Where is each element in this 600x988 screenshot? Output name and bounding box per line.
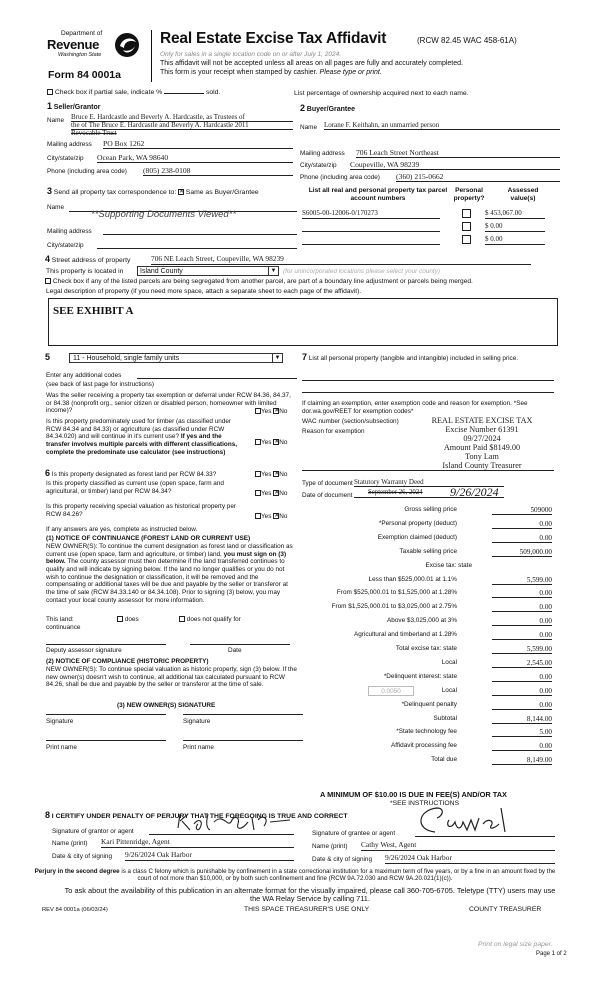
grantor-signature-scribble (170, 808, 300, 836)
calc-label: *Delinquent interest: state (383, 672, 457, 680)
calc-label: Less than $525,000.01 at 1.1% (368, 575, 457, 583)
notice1-text-a: NEW OWNER(S): To continue the current designation as forest land or classification as current use (open space, farm and agriculture, or timber) land, (46, 543, 293, 558)
calc-row (302, 631, 552, 641)
correspondence-number: 3 (47, 186, 53, 196)
no-label: No (279, 439, 288, 446)
buyer-phone-label: Phone (including area code) (300, 174, 380, 181)
exemption-label: If claiming an exemption, enter exemption code and reason for exemption. *See dor.wa.gov/REET for exemption codes* (302, 400, 528, 415)
calc-value[interactable]: 0.00 (492, 603, 552, 612)
no-label: No (279, 513, 288, 520)
calc-value[interactable]: 0.00 (492, 673, 552, 682)
calc-label: Local (441, 658, 457, 666)
exemption-question-text: Was the seller receiving a property tax exemption or deferral under RCW 84.36, 84.37, or 84.38 (nonprofit org., senior citizen or disabled person, homeowner with limited income)? (46, 392, 291, 415)
dor-swirl-icon (112, 30, 142, 60)
new-owner-print-2[interactable] (183, 740, 303, 741)
dor-logo (47, 30, 147, 66)
calc-row (302, 701, 552, 711)
parcel-header-assessed: Assessed value(s) (507, 187, 539, 202)
form-title: Real Estate Excise Tax Affidavit (160, 30, 387, 47)
assessor-date-line[interactable] (190, 644, 290, 645)
seller-number: 1 (47, 101, 53, 111)
current-use-no-checkbox[interactable] (273, 490, 279, 496)
calc-value[interactable]: 0.00 (492, 631, 552, 640)
supporting-docs-stamp: **Supporting Documents Viewed** (91, 209, 237, 220)
assessor-date-label: Date (228, 647, 242, 654)
correspondence-address-label: Mailing address (47, 228, 92, 235)
calc-value[interactable]: 5,599.00 (492, 576, 552, 585)
parcel-table (302, 187, 562, 251)
page-number: Page 1 of 2 (536, 951, 567, 957)
section6 (45, 468, 300, 798)
form-number: Form 84 0001a (48, 69, 121, 81)
header-divider (151, 30, 152, 82)
legal-description-value: SEE EXHIBIT A (53, 305, 134, 317)
notice-2-text: This form is your receipt when stamped by cashier. (160, 69, 318, 76)
calc-label: *Delinquent penalty (401, 700, 457, 708)
calc-row (302, 673, 552, 683)
use-code-select[interactable] (69, 353, 283, 363)
correspondence-address[interactable] (103, 234, 297, 235)
grantee-sig-label: Signature of grantee or agent (312, 830, 396, 837)
new-owner-signature-1[interactable] (46, 714, 166, 715)
calc-row (302, 659, 552, 669)
historic-no-checkbox[interactable] (273, 513, 279, 519)
partial-sale-checkbox[interactable] (47, 89, 53, 95)
section5 (45, 352, 300, 456)
personal-property-line[interactable] (302, 380, 554, 381)
additional-codes-label: Enter any additional codes (46, 372, 122, 379)
perjury-text: is a class C felony which is punishable by confinement in a state correctional institution for a maximum term of five years, or by a fine in an amount fixed by the court of not more than $10,000, or by both such confinement and fine (RCW 9A.72.030 and RCW 9A.20.021(1)(c)). (119, 868, 556, 882)
calc-value[interactable]: 5.00 (492, 728, 552, 737)
seller-name-label: Name (47, 117, 65, 124)
grantor-name[interactable]: Kari Pittenridge, Agent (101, 838, 294, 848)
parcel-row (302, 209, 562, 220)
calc-row (302, 645, 552, 655)
partial-sale-label: Check box if partial sale, indicate % (54, 89, 163, 96)
dept-line2: Revenue (47, 37, 100, 52)
section8-number: 8 (45, 810, 51, 820)
doc-date-value: 9/26/2024 (450, 485, 499, 499)
if-yes-note: If any answers are yes, complete as instructed below. (46, 526, 198, 533)
calc-value[interactable]: 8,144.00 (492, 715, 552, 724)
doc-date-label: Date of document (302, 492, 353, 499)
rev-number: REV 84 0001a (06/03/24) (42, 907, 108, 913)
assessor-signature-label: Deputy assessor signature (46, 647, 122, 654)
land-does-not-checkbox[interactable] (179, 616, 185, 622)
notice1-bold: you must sign on (3) below. (46, 550, 287, 566)
forest-answer (255, 471, 287, 479)
new-owner-signature-2[interactable] (183, 714, 303, 715)
county-select[interactable] (137, 266, 279, 276)
calc-value[interactable]: 0.00 (492, 617, 552, 626)
seller-heading: Seller/Grantor (53, 104, 101, 111)
calc-row (302, 576, 552, 586)
use-code-value: 11 - Household, single family units (73, 355, 180, 362)
yes-label: Yes (261, 471, 272, 478)
new-owner-signature-label: Signature (46, 718, 74, 725)
stamp-line5: Tony Lam (465, 452, 499, 461)
calc-label: Exemption claimed (deduct) (377, 533, 457, 541)
assessor-signature-line[interactable] (46, 644, 166, 645)
parcel-personal-checkbox[interactable] (462, 235, 471, 244)
exemption-answer (255, 408, 287, 416)
calc-label: Subtotal (433, 714, 457, 722)
calc-row (302, 562, 552, 572)
seller-name-line3[interactable]: Revocable Trust (71, 129, 117, 137)
doc-type-label: Type of document (302, 480, 353, 487)
parcel-row (302, 222, 562, 233)
stamp-line6: Island County Treasurer (442, 461, 522, 470)
timber-question-bold: If yes and the transfer involves multiple parcels with different classifications, complete the predominate use calculator (see instructions) (46, 433, 238, 456)
wac-label: WAC number (section/subsection) (302, 418, 399, 425)
minimum-due-note: A MINIMUM OF $10.00 IS DUE IN FEE(S) AND/OR TAX (320, 790, 507, 799)
timber-question (46, 418, 246, 456)
section7 (302, 352, 560, 502)
no-label: No (279, 471, 288, 478)
calc-label: Agricultural and timberland at 1.28% (353, 631, 457, 639)
timber-question-text: Is this property predominately used for timber (as classified under RCW 84.34 and 84.33) or agriculture (as classified under RCW 84.34.020) and will continue in it's current use? (46, 418, 232, 441)
calc-label: *Personal property (deduct) (378, 519, 457, 527)
notice-2 (160, 69, 382, 77)
section5-number: 5 (45, 352, 51, 362)
buyer-city[interactable]: Coupeville, WA 98239 (350, 160, 560, 170)
yes-label: Yes (261, 408, 272, 415)
treasurer-space: THIS SPACE TREASURER'S USE ONLY (244, 906, 370, 913)
yes-label: Yes (261, 513, 272, 520)
calc-row (302, 742, 552, 752)
correspondence-name-label: Name (47, 204, 65, 211)
calc-row (302, 617, 552, 627)
seller-name-line1[interactable]: Bruce E. Hardcastle and Beverly A. Hardcastle, as Trustees of (71, 113, 293, 122)
parcel-row (302, 235, 562, 246)
grantor-name-label: Name (print) (52, 840, 88, 847)
parcel-personal-checkbox[interactable] (462, 209, 471, 218)
print-legal-note: Print on legal size paper. (478, 941, 553, 948)
calc-value[interactable]: 0.00 (492, 687, 552, 696)
grantee-name-label: Name (print) (312, 843, 348, 850)
segregated-checkbox[interactable] (45, 278, 51, 284)
historic-question: Is this property receiving special valuation as historical property per RCW 84.26? (46, 503, 237, 518)
new-owner-print-label: Print name (46, 744, 77, 751)
calc-value[interactable]: 8,149.00 (492, 756, 552, 765)
personal-property-line[interactable] (302, 392, 554, 393)
grantee-signature-scribble (405, 802, 515, 838)
seller-phone-label: Phone (including area code) (47, 168, 127, 175)
buyer-heading: Buyer/Grantee (306, 106, 356, 113)
see-instructions-note: *SEE INSTRUCTIONS (390, 800, 460, 807)
legal-label: Legal description of property (if you need more space, attach a separate sheet to each page of the affidavit). (46, 288, 362, 295)
calc-value[interactable]: 0.00 (492, 534, 552, 543)
calc-label: Taxable selling price (399, 547, 457, 555)
property-section (45, 254, 560, 346)
new-owner-print-label-2: Print name (183, 744, 214, 751)
calc-value[interactable]: 2,545.00 (492, 659, 552, 668)
seller-phone[interactable]: (805) 238-0108 (143, 166, 293, 176)
correspondence-city[interactable] (97, 248, 297, 249)
correspondence-label: Send all property tax correspondence to: (53, 189, 177, 196)
new-owner-print-1[interactable] (46, 740, 166, 741)
grantor-sig-label: Signature of grantor or agent (52, 828, 134, 835)
calc-value[interactable]: 0.00 (492, 589, 552, 598)
no-label: No (279, 408, 288, 415)
notice1-title: (1) NOTICE OF CONTINUANCE (FOREST LAND OR CURRENT USE) (46, 535, 251, 542)
current-use-answer (255, 490, 287, 498)
calc-label: *State technology fee (396, 728, 457, 736)
exemption-no-checkbox[interactable] (273, 408, 279, 414)
reason-label: Reason for exemption (302, 428, 365, 435)
parcel-header-personal: Personal property? (453, 187, 485, 202)
calc-row (302, 687, 552, 697)
calc-row (302, 715, 552, 725)
calc-value[interactable]: 0.00 (492, 520, 552, 529)
seller-name-line2[interactable]: the of The Bruce E. Hardcastle and Beverly A. Hardcastle 2011 (71, 121, 293, 130)
dept-line1: Department of (61, 30, 103, 37)
personal-property-label: List all personal property (tangible and intangible) included in selling price. (308, 355, 519, 362)
buyer-number: 2 (300, 103, 306, 113)
grantee-date-label: Date & city of signing (312, 856, 373, 863)
historic-answer (255, 513, 287, 521)
perjury-notice (30, 868, 560, 882)
chevron-down-icon: ▼ (268, 267, 278, 276)
notice2-text: NEW OWNER(S): To continue special valuation as historic property, sign (3) below. If the new owner(s) doesn't wish to continue, all additional tax calculated pursuant to RCW 84.26, shall be due and payable by the seller or transferor at the time of sale. (46, 666, 297, 689)
section8 (34, 810, 560, 885)
calc-value[interactable]: 5,599.00 (492, 645, 552, 654)
buyer-address-label: Mailing address (300, 150, 345, 157)
buyer-phone[interactable]: (360) 215-0662 (396, 172, 560, 182)
yes-label: Yes (261, 490, 272, 497)
same-as-buyer-label: Same as Buyer/Grantee (185, 189, 259, 196)
parcel-number[interactable] (302, 235, 440, 245)
dept-line3: Washington State (58, 52, 102, 58)
calc-value[interactable]: 0.00 (492, 701, 552, 710)
stamp-line1: REAL ESTATE EXCISE TAX (431, 416, 533, 425)
buyer-address[interactable]: 706 Leach Street Northeast (356, 148, 560, 158)
calc-label: Excise tax: state (425, 561, 472, 569)
buyer-section (300, 101, 560, 181)
doc-type-value[interactable]: Statutory Warranty Deed (354, 478, 504, 487)
land-does-label: does (124, 616, 139, 623)
seller-city[interactable]: Ocean Park, WA 98640 (97, 153, 293, 163)
continuance-label: continuance (46, 624, 81, 631)
availability-note: To ask about the availability of this publication in an alternate format for the visually impaired, please call 360-705-6705. Teletype (TTY) users may use the WA Relay Service by calling 711. (64, 886, 556, 904)
additional-codes-input[interactable] (137, 378, 297, 379)
calc-label: From $525,000.01 to $1,525,000 at 1.28% (336, 589, 457, 597)
section6-number: 6 (45, 468, 51, 478)
property-number: 4 (45, 254, 51, 264)
parcel-number[interactable]: S6005-00-12006-0/170273 (302, 209, 440, 219)
doc-date-field[interactable] (354, 485, 504, 499)
calc-label: Affidavit processing fee (391, 742, 457, 750)
buyer-city-label: City/state/zip (300, 162, 337, 169)
calc-row (302, 548, 552, 558)
same-as-buyer-checkbox[interactable] (178, 189, 184, 195)
parcel-assessed-value[interactable]: $ 453,067.00 (485, 209, 545, 219)
calc-row (302, 589, 552, 599)
calc-label: Total excise tax: state (395, 645, 457, 652)
parcel-assessed-value[interactable]: $ 0.00 (485, 222, 545, 232)
correspondence-section (47, 186, 297, 250)
perjury-bold: Perjury in the second degree (34, 868, 120, 875)
reason-line[interactable] (302, 470, 554, 471)
current-use-question: Is this property classified as current use (open space, farm and agricultural, or timber) land per RCW 84.34? (46, 480, 224, 495)
calc-row (302, 534, 552, 544)
stamp-line2: Excise Number 61391 (445, 425, 519, 434)
rcw-reference: (RCW 82.45 WAC 458-61A) (417, 36, 517, 45)
calc-row (302, 506, 552, 516)
calc-label: Gross selling price (404, 506, 457, 513)
forest-no-checkbox[interactable] (273, 471, 279, 477)
land-does-checkbox[interactable] (117, 616, 123, 622)
notice2-title: (2) NOTICE OF COMPLIANCE (HISTORIC PROPERTY) (46, 658, 209, 665)
calc-value[interactable]: 0.00 (492, 742, 552, 751)
no-label: No (279, 490, 288, 497)
ownership-note: List percentage of ownership acquired next to each name. (294, 90, 469, 97)
excise-stamp (402, 416, 562, 470)
calc-label: From $1,525,000.01 to $3,025,000 at 2.75% (331, 603, 457, 611)
calc-row (302, 520, 552, 530)
chevron-down-icon: ▼ (272, 354, 282, 363)
doc-date-struck: September 26, 2024 (368, 489, 423, 496)
notice-1: This affidavit will not be accepted unless all areas on all pages are fully and accurately completed. (160, 60, 463, 67)
street-address[interactable]: 706 NE Leach Street, Coupeville, WA 98239 (151, 255, 531, 265)
new-owner-signature-label-2: Signature (183, 718, 211, 725)
seller-section (47, 101, 292, 181)
only-for-note: Only for sales in a single location code on or after July 1, 2024. (160, 51, 342, 58)
segregated-label: Check box if any of the listed parcels are being segregated from another parcel, are part of a boundary line adjustment or parcels being merged. (52, 278, 473, 285)
calc-label: Above $3,025,000 at 3% (387, 617, 457, 625)
county-hint: (for unincorporated locations please select your county) (283, 268, 441, 275)
timber-answer (255, 439, 287, 447)
parcel-number[interactable] (302, 222, 440, 232)
parcel-header-numbers: List all real and personal property tax parcel account numbers (308, 187, 448, 202)
parcel-personal-checkbox[interactable] (462, 222, 471, 231)
partial-sale-row (47, 89, 220, 97)
buyer-name-label: Name (300, 124, 318, 131)
stamp-line4: Amount Paid $8149.00 (443, 443, 521, 452)
yes-label: Yes (261, 439, 272, 446)
correspondence-city-label: City/state/zip (47, 242, 84, 249)
this-land-label: This land: (46, 616, 74, 623)
grantee-name[interactable]: Cathy West, Agent (361, 841, 555, 851)
seller-address-label: Mailing address (47, 141, 92, 148)
notice1-text (46, 543, 298, 605)
grantee-date[interactable]: 9/26/2024 Oak Harbor (385, 854, 555, 864)
seller-city-label: City/state/zip (47, 155, 84, 162)
seller-address[interactable]: PO Box 1262 (103, 139, 293, 149)
land-does-not-label: does not qualify for (186, 616, 241, 623)
calc-label: Total due (431, 756, 457, 764)
additional-codes-hint: (see back of last page for instructions) (46, 381, 154, 388)
parcel-assessed-value[interactable]: $ 0.00 (485, 235, 545, 245)
county-treasurer: COUNTY TREASURER (469, 906, 542, 913)
calc-row (302, 756, 552, 766)
stamp-line3: 09/27/2024 (463, 434, 501, 443)
calc-value[interactable]: 509000 (492, 506, 552, 515)
buyer-name[interactable]: Lorane F. Keithahn, an unmarried person (324, 121, 560, 130)
county-value: Island County (140, 268, 183, 275)
partial-sale-sold: sold. (205, 89, 221, 96)
grantor-date[interactable]: 9/26/2024 Oak Harbor (125, 851, 294, 861)
local-rate: 0.0050 (368, 686, 414, 696)
notice-2-italic: Please type or print. (319, 69, 382, 76)
new-owner-sig-heading: (3) NEW OWNER(S) SIGNATURE (117, 702, 216, 709)
timber-no-checkbox[interactable] (273, 439, 279, 445)
notice1-text-b: The county assessor must then determine if the land transferred continues to qualify and will indicate by signing below. If the land no longer qualifies or you do not wish to continue the designation or classification, it will be removed and the compensating or additional taxes will be due and payable by the seller or transferor at the time of sale (RCW 84.33.140 or 84.34.108). Prior to signing (3) below, you may contact your local county assessor for more information. (46, 558, 288, 604)
located-label: This property is located in (46, 268, 124, 275)
calc-row (302, 603, 552, 613)
section7-number: 7 (302, 352, 308, 362)
certify-statement: I CERTIFY UNDER PENALTY OF PERJURY THAT THE FOREGOING IS TRUE AND CORRECT (51, 813, 348, 820)
street-label: Street address of property (51, 257, 131, 264)
grantor-date-label: Date & city of signing (52, 853, 113, 860)
calc-row (302, 728, 552, 738)
legal-description-box[interactable] (48, 298, 558, 346)
calc-value[interactable]: 509,000.00 (492, 548, 552, 557)
calc-label: Local (441, 686, 457, 694)
forest-question: Is this property designated as forest land per RCW 84.33? (51, 471, 217, 478)
